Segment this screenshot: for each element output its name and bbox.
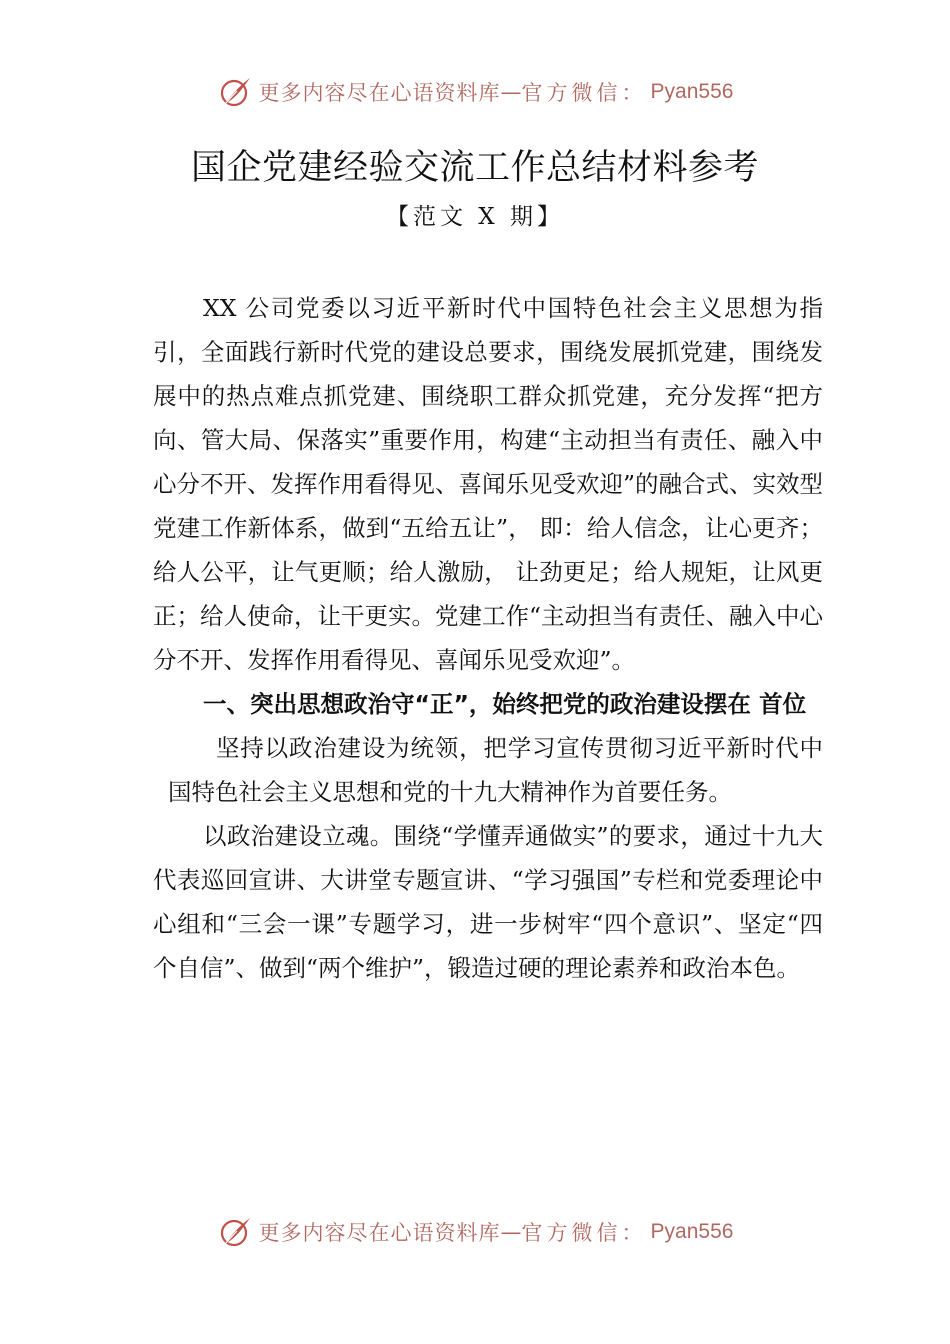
watermark-wechat-id: Pyan556: [650, 1220, 734, 1243]
document-title: 国企党建经验交流工作总结材料参考: [190, 148, 759, 188]
header-watermark: [0, 70, 950, 114]
watermark-text: 更多内容尽在心语资料库: [258, 1221, 501, 1245]
feather-pen-logo-icon: [217, 1214, 253, 1250]
watermark-wechat-label: 官方微信：: [521, 1221, 647, 1245]
watermark-text: 更多内容尽在心语资料库: [258, 81, 501, 105]
paragraph-soul: 以政治建设立魂。围绕“学懂弄通做实”的要求，通过十九大代表巡回宣讲、大讲堂专题宣讲、“学习强国”专栏和党委理论中心组和“三会一课”专题学习，进一步树牢“四个意识”、坚定“四个自信”、做到“两个维护”，锻造过硬的理论素养和政治本色。: [153, 822, 823, 982]
watermark-wechat-label: 官方微信：: [521, 81, 647, 105]
footer-watermark: [0, 1210, 950, 1254]
paragraph-political: 坚持以政治建设为统领，把学习宣传贯彻习近平新时代中国特色社会主义思想和党的十九大精神作为首要任务。: [168, 734, 823, 806]
watermark-separator: —: [500, 80, 522, 104]
watermark-wechat-id: Pyan556: [650, 80, 734, 103]
document-body: [153, 286, 823, 990]
paragraph-intro: XX 公司党委以习近平新时代中国特色社会主义思想为指引，全面践行新时代党的建设总要求，围绕发展抓党建，围绕发展中的热点难点抓党建、围绕职工群众抓党建，充分发挥“把方向、管大局、保落实”重要作用，构建“主动担当有责任、融入中心分不开、发挥作用看得见、喜闻乐见受欢迎”的融合式、实效型党建工作新体系，做到“五给五让”， 即：给人信念，让心更齐；给人公平，让气更顺；给人激励， 让劲更足；给人规矩，让风更正；给人使命，让干更实。党建工作“主动担当有责任、融入中心分不开、发挥作用看得见、喜闻乐见受欢迎”。: [153, 294, 824, 674]
watermark-separator: —: [500, 1220, 522, 1244]
section-heading-1: 一、突出思想政治守“正”，始终把党的政治建设摆在 首位: [203, 690, 807, 718]
document-issue: 【范文 X 期】: [386, 204, 564, 230]
feather-pen-logo-icon: [217, 74, 253, 110]
